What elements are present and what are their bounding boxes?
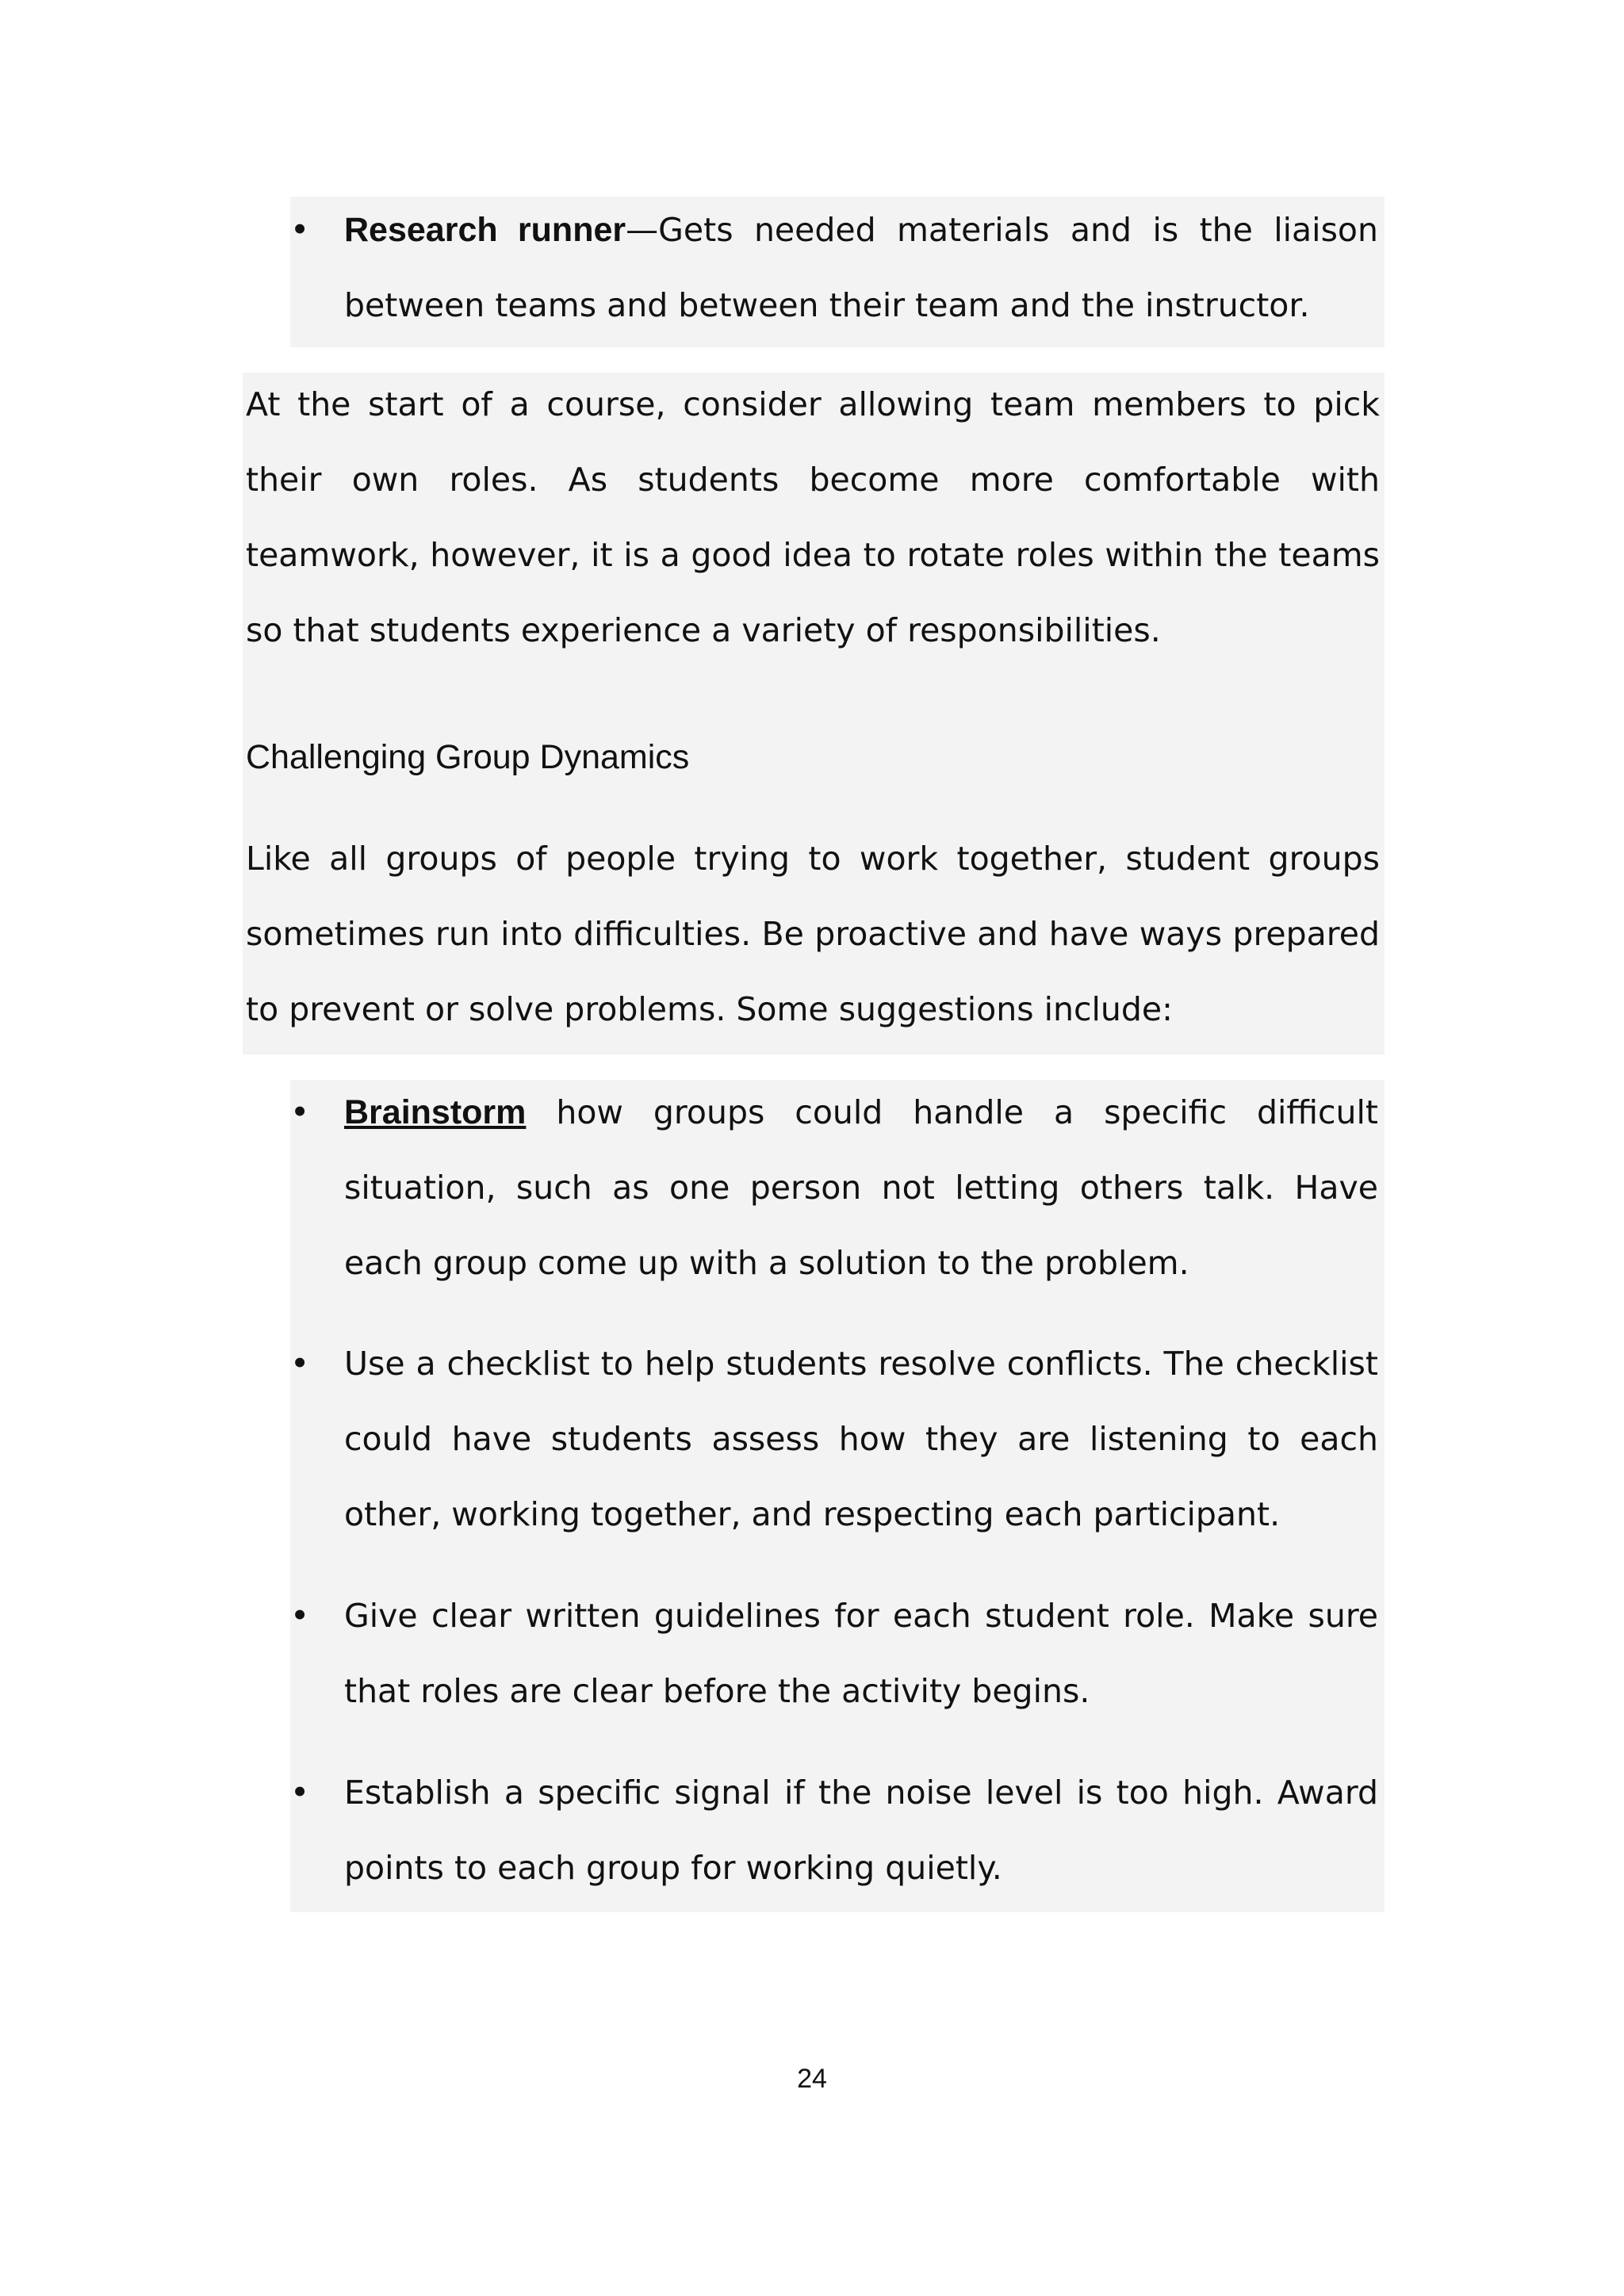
list-item-noise-signal [290, 1755, 1378, 1906]
list-item-text [344, 1075, 1378, 1301]
paragraph-intro: Like all groups of people trying to work together, student groups sometimes run into difficulties. Be proactive and have ways prepared to prevent or solve problems. Some suggestions include: [246, 840, 1380, 1028]
list-item-brainstorm [290, 1075, 1378, 1301]
bullet-icon: • [290, 1093, 310, 1131]
section-heading: Challenging Group Dynamics [246, 738, 690, 776]
bullet-icon: • [290, 1774, 310, 1812]
bullet-icon: • [290, 1597, 310, 1635]
list-item-text: Use a checklist to help students resolve conflicts. The checklist could have students assess how they are listening to each other, working together, and respecting each participant. [344, 1345, 1378, 1533]
list-item-guidelines [290, 1578, 1378, 1729]
bullet-icon: • [290, 211, 310, 249]
list-item-checklist [290, 1326, 1378, 1552]
role-name: Research runner [344, 211, 626, 249]
brainstorm-link[interactable]: Brainstorm [344, 1093, 527, 1131]
list-item-research-runner [290, 193, 1378, 343]
bullet-icon: • [290, 1345, 310, 1383]
role-description: —Gets needed materials and is the liaison between teams and between their team and the instructor. [344, 211, 1378, 324]
list-item-text: Establish a specific signal if the noise level is too high. Award points to each group for working quietly. [344, 1774, 1378, 1887]
list-item-body: how groups could handle a specific difficult situation, such as one person not letting others talk. Have each group come up with a solution to the problem. [344, 1093, 1378, 1282]
list-item-text: Give clear written guidelines for each student role. Make sure that roles are clear before the activity begins. [344, 1597, 1378, 1710]
paragraph-roles: At the start of a course, consider allowing team members to pick their own roles. As students become more comfortable with teamwork, however, it is a good idea to rotate roles within the teams so that students experience a variety of responsibilities. [246, 385, 1380, 649]
page-number: 24 [797, 2064, 827, 2094]
list-item-text [344, 193, 1378, 343]
